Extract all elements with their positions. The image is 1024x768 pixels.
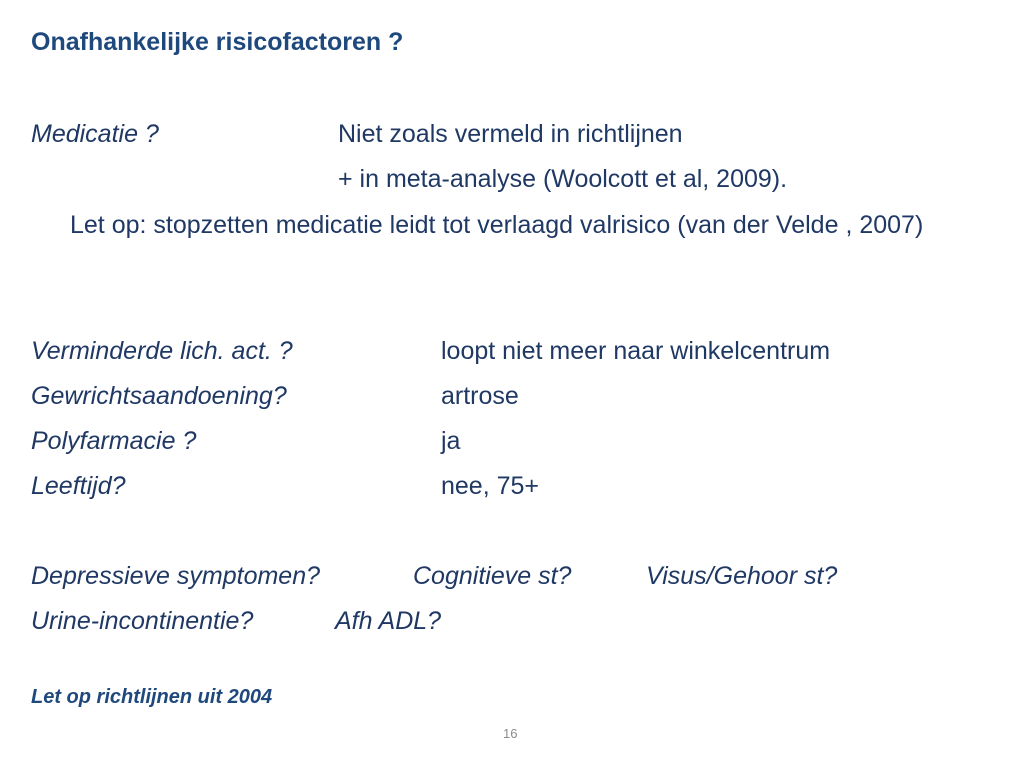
other-adl: Afh ADL? xyxy=(335,607,442,635)
factor-value-activity: loopt niet meer naar winkelcentrum xyxy=(441,337,831,365)
factor-label-polypharmacy: Polyfarmacie ? xyxy=(31,427,197,455)
other-depression: Depressieve symptomen? xyxy=(31,562,321,590)
factor-value-age: nee, 75+ xyxy=(441,472,540,500)
factor-value-joint: artrose xyxy=(441,382,519,410)
factor-label-activity: Verminderde lich. act. ? xyxy=(31,337,293,365)
other-cognitive: Cognitieve st? xyxy=(413,562,572,590)
medication-value-line1: Niet zoals vermeld in richtlijnen xyxy=(338,120,683,148)
other-incontinence: Urine-incontinentie? xyxy=(31,607,254,635)
page-number: 16 xyxy=(503,726,518,741)
other-vision-hearing: Visus/Gehoor st? xyxy=(646,562,838,590)
medication-value-line2: + in meta-analyse (Woolcott et al, 2009). xyxy=(338,165,788,193)
medication-label: Medicatie ? xyxy=(31,120,159,148)
factor-value-polypharmacy: ja xyxy=(441,427,461,455)
medication-note: Let op: stopzetten medicatie leidt tot verlaagd valrisico (van der Velde , 2007) xyxy=(70,211,924,239)
factor-label-age: Leeftijd? xyxy=(31,472,126,500)
slide-title: Onafhankelijke risicofactoren ? xyxy=(31,28,404,56)
factor-label-joint: Gewrichtsaandoening? xyxy=(31,382,287,410)
guidelines-note: Let op richtlijnen uit 2004 xyxy=(31,686,273,708)
